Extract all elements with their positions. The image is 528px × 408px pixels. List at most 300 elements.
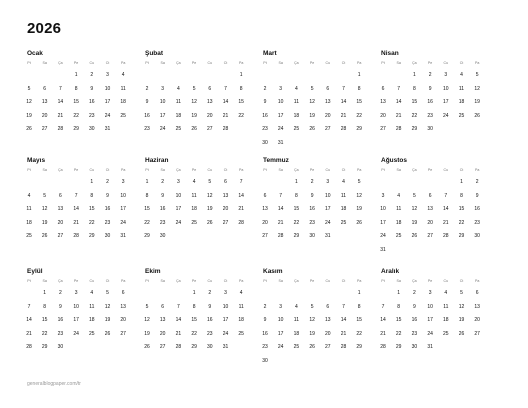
day-cell: 19 (356, 206, 362, 212)
weekday-label: Pe (191, 168, 197, 172)
day-cell: 5 (475, 72, 479, 78)
day-cell: 18 (120, 99, 126, 105)
day-cell: 20 (474, 317, 480, 323)
weekday-label: Cu (325, 61, 331, 65)
day-cell: 5 (106, 290, 109, 296)
day-cell: 21 (73, 219, 79, 226)
day-cell: 7 (74, 192, 78, 199)
day-cell: 8 (145, 192, 149, 199)
day-cell: 15 (356, 99, 362, 105)
day-cell: 26 (144, 344, 150, 350)
day-cell: 9 (475, 192, 479, 199)
day-cell: 2 (106, 179, 109, 185)
day-cell: 4 (121, 72, 125, 78)
weekday-label: Ct (223, 61, 228, 65)
day-cell: 31 (427, 344, 433, 350)
day-cell: 24 (443, 112, 449, 119)
day-cell: 25 (26, 233, 32, 239)
day-cell: 6 (381, 85, 385, 92)
weekday-label: Pa (120, 168, 126, 172)
day-cell: 10 (277, 317, 284, 323)
day-cell: 12 (411, 206, 418, 212)
day-cell: 23 (207, 330, 213, 337)
day-cell: 10 (104, 85, 111, 92)
day-cell: 12 (104, 303, 111, 310)
day-cell: 7 (342, 303, 345, 310)
day-cell: 25 (395, 233, 402, 239)
day-cell: 5 (27, 85, 31, 92)
day-cell: 22 (144, 219, 150, 226)
day-cell: 3 (428, 290, 432, 296)
weekday-label: Sa (160, 168, 165, 172)
day-cell: 12 (309, 99, 315, 105)
day-cell: 30 (57, 344, 64, 350)
day-cell: 8 (397, 303, 401, 310)
day-cell: 30 (262, 357, 268, 364)
day-cell: 6 (428, 192, 432, 199)
day-cell: 18 (340, 206, 347, 212)
day-cell: 17 (427, 317, 433, 323)
weekday-label: Ct (105, 279, 110, 283)
day-cell: 8 (74, 85, 78, 92)
weekday-label: Pa (474, 61, 480, 65)
day-cell: 12 (356, 192, 362, 199)
day-cell: 18 (395, 219, 402, 226)
day-cell: 9 (208, 303, 212, 310)
day-cell: 4 (177, 85, 180, 92)
day-cell: 15 (238, 99, 244, 105)
day-cell: 5 (310, 85, 314, 92)
weekday-label: Pe (427, 61, 433, 65)
day-cell: 14 (57, 99, 64, 105)
day-cell: 26 (41, 233, 48, 239)
month-name: Temmuz (263, 157, 289, 164)
day-cell: 10 (380, 206, 386, 212)
day-cell: 26 (411, 233, 418, 239)
day-cell: 26 (458, 330, 465, 337)
day-cell: 25 (458, 112, 465, 119)
day-cell: 20 (159, 330, 166, 337)
day-cell: 24 (159, 126, 166, 132)
day-cell: 18 (458, 99, 465, 105)
day-cell: 30 (474, 233, 480, 239)
day-cell: 3 (161, 85, 165, 92)
day-cell: 23 (89, 112, 95, 119)
day-cell: 16 (309, 206, 315, 212)
weekday-label: Ct (459, 168, 464, 172)
day-cell: 20 (120, 317, 126, 323)
weekday-label: Ça (294, 168, 299, 172)
day-cell: 15 (41, 317, 48, 323)
day-cell: 27 (41, 126, 48, 132)
day-cell: 24 (104, 112, 111, 119)
day-cell: 4 (90, 290, 94, 296)
weekday-label: Cu (443, 279, 449, 283)
month-name: Kasım (263, 268, 283, 275)
day-cell: 25 (443, 330, 449, 337)
day-cell: 6 (121, 290, 125, 296)
day-cell: 19 (191, 112, 197, 119)
day-cell: 12 (41, 206, 48, 212)
day-cell: 19 (207, 206, 213, 212)
day-cell: 27 (57, 233, 64, 239)
weekday-label: Pt (263, 279, 267, 283)
day-cell: 14 (238, 192, 244, 199)
day-cell: 9 (413, 303, 416, 310)
day-cell: 13 (207, 99, 213, 105)
day-cell: 15 (395, 317, 402, 323)
day-cell: 16 (207, 317, 213, 323)
day-cell: 29 (41, 344, 48, 350)
day-cell: 20 (41, 112, 48, 119)
day-cell: 7 (59, 85, 62, 92)
day-cell: 13 (57, 206, 64, 212)
day-cell: 28 (73, 233, 79, 239)
day-cell: 14 (380, 317, 386, 323)
day-cell: 31 (120, 233, 126, 239)
day-cell: 16 (474, 206, 480, 212)
day-cell: 14 (222, 99, 229, 105)
day-cell: 31 (277, 139, 284, 146)
day-cell: 23 (144, 126, 150, 132)
weekday-label: Sa (396, 61, 401, 65)
day-cell: 21 (277, 219, 284, 226)
day-cell: 17 (325, 206, 331, 212)
day-cell: 20 (325, 112, 331, 119)
day-cell: 1 (74, 72, 78, 78)
day-cell: 18 (443, 317, 449, 323)
day-cell: 6 (326, 303, 330, 310)
day-cell: 28 (26, 344, 32, 350)
day-cell: 11 (26, 206, 32, 212)
day-cell: 7 (27, 303, 31, 310)
day-cell: 19 (474, 99, 480, 105)
day-cell: 25 (293, 126, 300, 132)
day-cell: 18 (89, 317, 95, 323)
day-cell: 26 (191, 126, 197, 132)
weekday-label: Pa (238, 168, 244, 172)
day-cell: 6 (475, 290, 479, 296)
day-cell: 17 (159, 112, 166, 119)
day-cell: 6 (224, 179, 227, 185)
day-cell: 28 (175, 344, 182, 350)
day-cell: 12 (144, 317, 150, 323)
day-cell: 27 (159, 344, 166, 350)
day-cell: 9 (263, 99, 267, 105)
day-cell: 12 (191, 99, 197, 105)
weekday-label: Pt (381, 279, 385, 283)
weekday-label: Cu (207, 168, 213, 172)
day-cell: 3 (326, 179, 330, 185)
day-cell: 27 (222, 219, 229, 226)
day-cell: 17 (443, 99, 449, 105)
day-cell: 7 (381, 303, 385, 310)
weekday-label: Pa (238, 279, 244, 283)
day-cell: 29 (293, 233, 300, 239)
day-cell: 13 (41, 99, 48, 105)
weekday-label: Sa (278, 61, 283, 65)
day-cell: 4 (295, 85, 298, 92)
weekday-label: Sa (278, 279, 283, 283)
day-cell: 1 (397, 290, 401, 296)
weekday-label: Pt (27, 279, 31, 283)
day-cell: 25 (340, 219, 347, 226)
weekday-label: Pe (191, 61, 197, 65)
day-cell: 9 (428, 85, 432, 92)
day-cell: 14 (340, 99, 347, 105)
day-cell: 11 (293, 99, 299, 105)
month-name: Aralık (381, 268, 400, 275)
day-cell: 11 (175, 99, 181, 105)
weekday-label: Ct (105, 168, 110, 172)
weekday-label: Pa (356, 168, 362, 172)
day-cell: 19 (26, 112, 32, 119)
day-cell: 24 (175, 219, 182, 226)
day-cell: 21 (222, 112, 229, 119)
day-cell: 1 (192, 290, 196, 296)
weekday-label: Cu (443, 168, 449, 172)
day-cell: 23 (159, 219, 166, 226)
day-cell: 7 (279, 192, 283, 199)
day-cell: 10 (73, 303, 79, 310)
day-cell: 28 (277, 233, 284, 239)
day-cell: 27 (262, 233, 268, 239)
weekday-label: Ct (105, 61, 110, 65)
day-cell: 12 (207, 192, 213, 199)
day-cell: 29 (89, 233, 95, 239)
day-cell: 23 (57, 330, 64, 337)
weekday-label: Pt (381, 168, 385, 172)
day-cell: 22 (411, 112, 418, 119)
day-cell: 22 (356, 112, 362, 119)
day-cell: 22 (73, 112, 79, 119)
day-cell: 23 (262, 126, 268, 132)
day-cell: 2 (90, 72, 94, 78)
day-cell: 16 (89, 99, 95, 105)
day-cell: 20 (325, 330, 331, 337)
day-cell: 13 (474, 303, 480, 310)
day-cell: 2 (145, 85, 149, 92)
day-cell: 4 (342, 179, 345, 185)
weekday-label: Ça (412, 61, 417, 65)
day-cell: 28 (222, 126, 229, 132)
weekday-label: Pe (309, 61, 315, 65)
weekday-label: Pt (263, 61, 267, 65)
day-cell: 17 (380, 219, 386, 226)
day-cell: 7 (224, 85, 227, 92)
day-cell: 18 (238, 317, 244, 323)
day-cell: 22 (191, 330, 197, 337)
day-cell: 24 (427, 330, 433, 337)
weekday-label: Ça (58, 61, 63, 65)
day-cell: 16 (262, 112, 268, 119)
day-cell: 15 (144, 206, 150, 212)
day-cell: 14 (175, 317, 182, 323)
day-cell: 4 (192, 179, 196, 185)
day-cell: 23 (411, 330, 418, 337)
day-cell: 20 (380, 112, 386, 119)
day-cell: 30 (104, 233, 111, 239)
day-cell: 6 (59, 192, 62, 199)
day-cell: 10 (443, 85, 449, 92)
day-cell: 12 (309, 317, 315, 323)
day-cell: 29 (458, 233, 465, 239)
day-cell: 21 (238, 206, 244, 212)
day-cell: 29 (395, 344, 402, 350)
weekday-label: Pa (356, 279, 362, 283)
day-cell: 22 (395, 330, 402, 337)
day-cell: 6 (161, 303, 165, 310)
day-cell: 17 (277, 112, 284, 119)
day-cell: 11 (396, 206, 402, 212)
day-cell: 8 (357, 303, 361, 310)
day-cell: 9 (263, 317, 267, 323)
day-cell: 6 (326, 85, 330, 92)
day-cell: 24 (380, 233, 386, 239)
day-cell: 29 (73, 126, 79, 132)
weekday-label: Pa (120, 279, 126, 283)
day-cell: 1 (90, 179, 94, 185)
month-name: Eylül (27, 268, 43, 275)
weekday-label: Cu (325, 279, 331, 283)
day-cell: 31 (325, 233, 331, 239)
day-cell: 25 (120, 112, 126, 119)
day-cell: 10 (175, 192, 182, 199)
weekday-label: Pt (381, 61, 385, 65)
day-cell: 28 (238, 219, 244, 226)
day-cell: 3 (74, 290, 78, 296)
day-cell: 24 (277, 126, 284, 132)
day-cell: 11 (238, 303, 244, 310)
day-cell: 30 (309, 233, 315, 239)
day-cell: 4 (239, 290, 243, 296)
day-cell: 14 (277, 206, 284, 212)
weekday-label: Pe (73, 61, 79, 65)
day-cell: 28 (443, 233, 449, 239)
day-cell: 5 (460, 290, 463, 296)
day-cell: 9 (59, 303, 62, 310)
day-cell: 29 (411, 126, 418, 132)
day-cell: 18 (293, 330, 300, 337)
weekday-label: Sa (396, 168, 401, 172)
day-cell: 31 (104, 126, 111, 132)
day-cell: 29 (144, 233, 150, 239)
day-cell: 27 (325, 126, 331, 132)
day-cell: 29 (356, 344, 362, 350)
day-cell: 26 (474, 112, 480, 119)
day-cell: 14 (395, 99, 402, 105)
weekday-label: Ça (176, 279, 181, 283)
day-cell: 3 (444, 72, 448, 78)
day-cell: 19 (458, 317, 465, 323)
day-cell: 4 (397, 192, 401, 199)
weekday-label: Cu (89, 279, 95, 283)
day-cell: 23 (427, 112, 433, 119)
day-cell: 7 (444, 192, 448, 199)
day-cell: 24 (222, 330, 229, 337)
weekday-label: Ça (176, 61, 181, 65)
day-cell: 11 (458, 85, 465, 92)
day-cell: 18 (175, 112, 182, 119)
day-cell: 26 (309, 126, 315, 132)
day-cell: 26 (104, 330, 111, 337)
footer-url: generalblogpaper.com/tr (27, 381, 81, 387)
day-cell: 30 (159, 233, 166, 239)
day-cell: 11 (293, 317, 299, 323)
day-cell: 1 (357, 72, 361, 78)
day-cell: 21 (395, 112, 402, 119)
day-cell: 21 (57, 112, 64, 119)
weekday-label: Pa (474, 279, 480, 283)
weekday-label: Pe (309, 279, 315, 283)
day-cell: 21 (340, 330, 347, 337)
day-cell: 3 (177, 179, 180, 185)
weekday-label: Cu (207, 279, 213, 283)
day-cell: 15 (73, 99, 79, 105)
day-cell: 28 (395, 126, 402, 132)
day-cell: 3 (381, 192, 385, 199)
weekday-label: Pe (427, 168, 433, 172)
day-cell: 2 (263, 85, 267, 92)
day-cell: 28 (380, 344, 386, 350)
weekday-label: Ct (341, 279, 346, 283)
day-cell: 24 (325, 219, 331, 226)
day-cell: 23 (309, 219, 315, 226)
day-cell: 1 (43, 290, 47, 296)
month-name: Ocak (27, 50, 43, 57)
day-cell: 4 (444, 290, 448, 296)
day-cell: 25 (89, 330, 95, 337)
day-cell: 2 (310, 179, 314, 185)
day-cell: 2 (428, 72, 432, 78)
day-cell: 29 (356, 126, 362, 132)
weekday-label: Sa (42, 168, 47, 172)
day-cell: 19 (411, 219, 418, 226)
weekday-label: Ct (459, 279, 464, 283)
day-cell: 2 (161, 179, 165, 185)
weekday-label: Pt (145, 61, 149, 65)
day-cell: 25 (238, 330, 244, 337)
day-cell: 11 (120, 85, 126, 92)
day-cell: 15 (191, 317, 197, 323)
day-cell: 26 (207, 219, 213, 226)
day-cell: 10 (277, 99, 284, 105)
day-cell: 8 (413, 85, 416, 92)
month-name: Mayıs (27, 157, 46, 164)
day-cell: 2 (59, 290, 62, 296)
day-cell: 19 (41, 219, 48, 226)
day-cell: 1 (239, 72, 243, 78)
day-cell: 22 (238, 112, 244, 119)
day-cell: 23 (474, 219, 480, 226)
day-cell: 2 (413, 290, 416, 296)
day-cell: 8 (90, 192, 94, 199)
day-cell: 19 (309, 112, 315, 119)
day-cell: 21 (380, 330, 386, 337)
weekday-label: Ça (58, 279, 63, 283)
day-cell: 10 (222, 303, 229, 310)
day-cell: 22 (89, 219, 95, 226)
weekday-label: Pe (427, 279, 433, 283)
day-cell: 11 (340, 192, 347, 199)
day-cell: 5 (413, 192, 416, 199)
day-cell: 1 (413, 72, 416, 78)
day-cell: 5 (310, 303, 314, 310)
day-cell: 8 (43, 303, 47, 310)
weekday-label: Ça (294, 61, 299, 65)
day-cell: 12 (474, 85, 480, 92)
day-cell: 11 (443, 303, 449, 310)
